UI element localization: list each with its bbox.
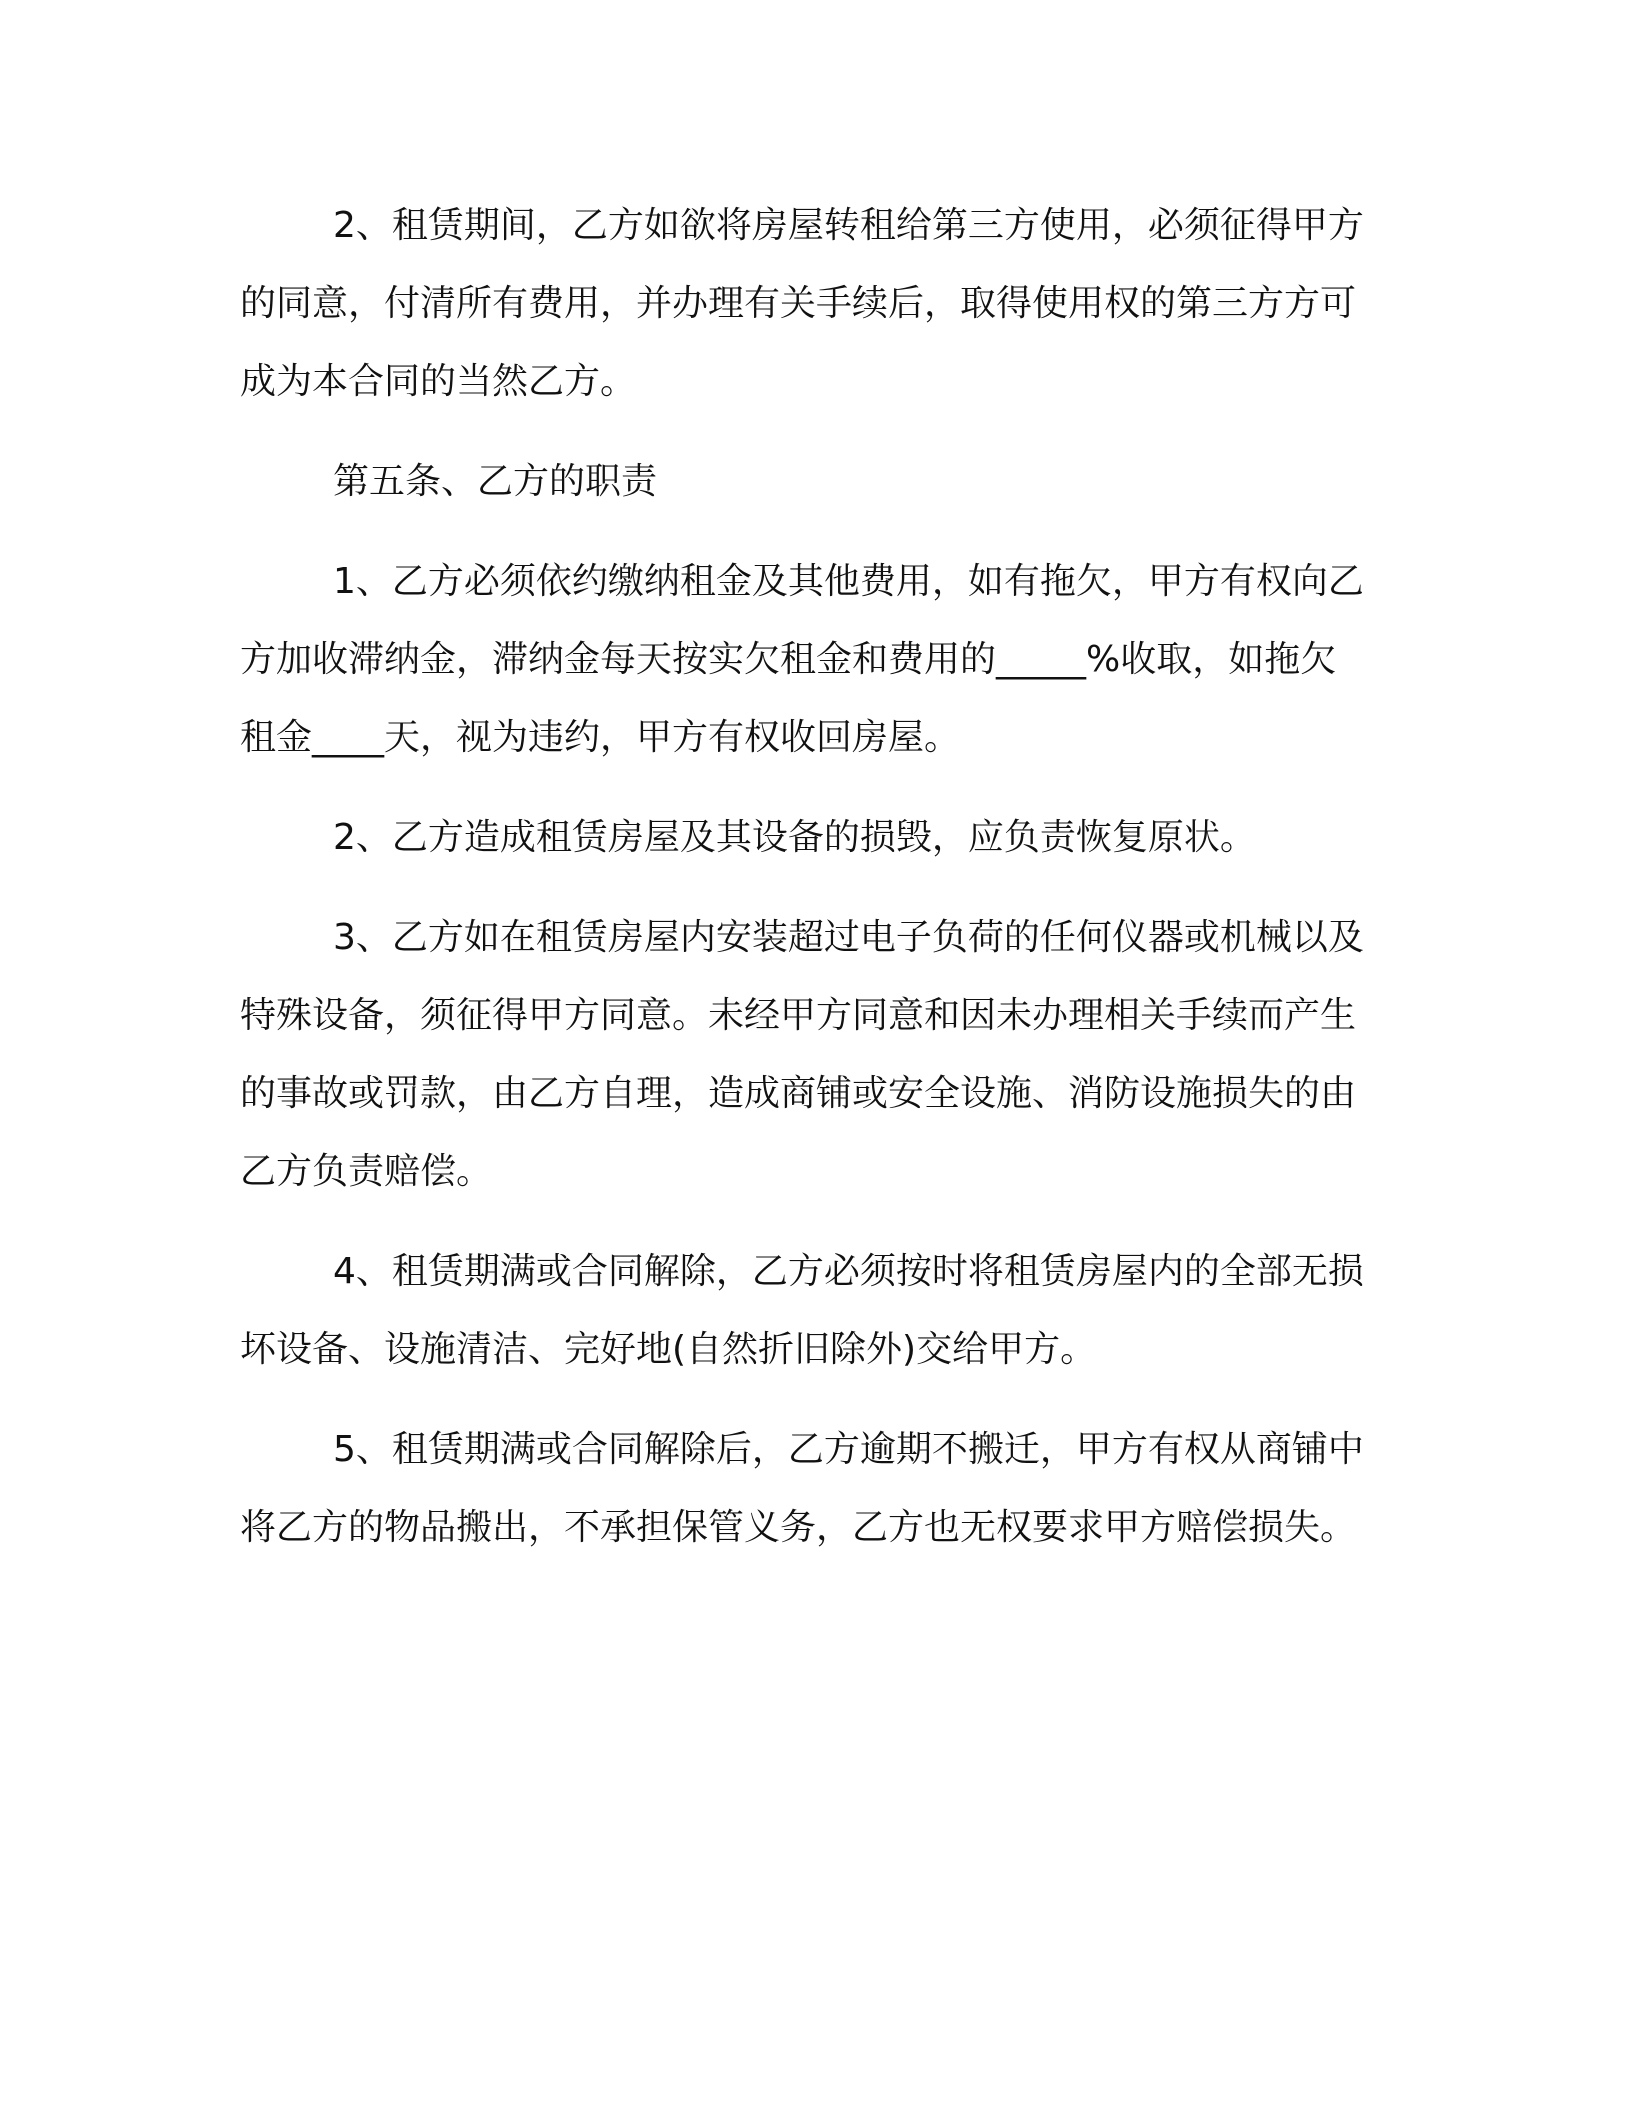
document-body (240, 187, 1370, 1567)
clause-4-item-2: 2、租赁期间，乙方如欲将房屋转租给第三方使用，必须征得甲方的同意，付清所有费用，并办理有关手续后，取得使用权的第三方方可成为本合同的当然乙方。 (240, 205, 1364, 402)
clause-5-item-1: 1、乙方必须依约缴纳租金及其他费用，如有拖欠，甲方有权向乙方加收滞纳金，滞纳金每天按实欠租金和费用的_____%收取，如拖欠租金____天，视为违约，甲方有权收回房屋。 (240, 561, 1364, 758)
section-heading-article-5: 第五条、乙方的职责 (333, 461, 658, 502)
clause-5-item-4: 4、租赁期满或合同解除，乙方必须按时将租赁房屋内的全部无损坏设备、设施清洁、完好地(自然折旧除外)交给甲方。 (240, 1251, 1364, 1370)
clause-5-item-5: 5、租赁期满或合同解除后，乙方逾期不搬迁，甲方有权从商铺中将乙方的物品搬出，不承担保管义务，乙方也无权要求甲方赔偿损失。 (240, 1429, 1364, 1548)
clause-5-item-3: 3、乙方如在租赁房屋内安装超过电子负荷的任何仪器或机械以及特殊设备，须征得甲方同意。未经甲方同意和因未办理相关手续而产生的事故或罚款，由乙方自理，造成商铺或安全设施、消防设施损失的由乙方负责赔偿。 (240, 917, 1364, 1192)
clause-5-item-2: 2、乙方造成租赁房屋及其设备的损毁，应负责恢复原状。 (333, 817, 1256, 858)
